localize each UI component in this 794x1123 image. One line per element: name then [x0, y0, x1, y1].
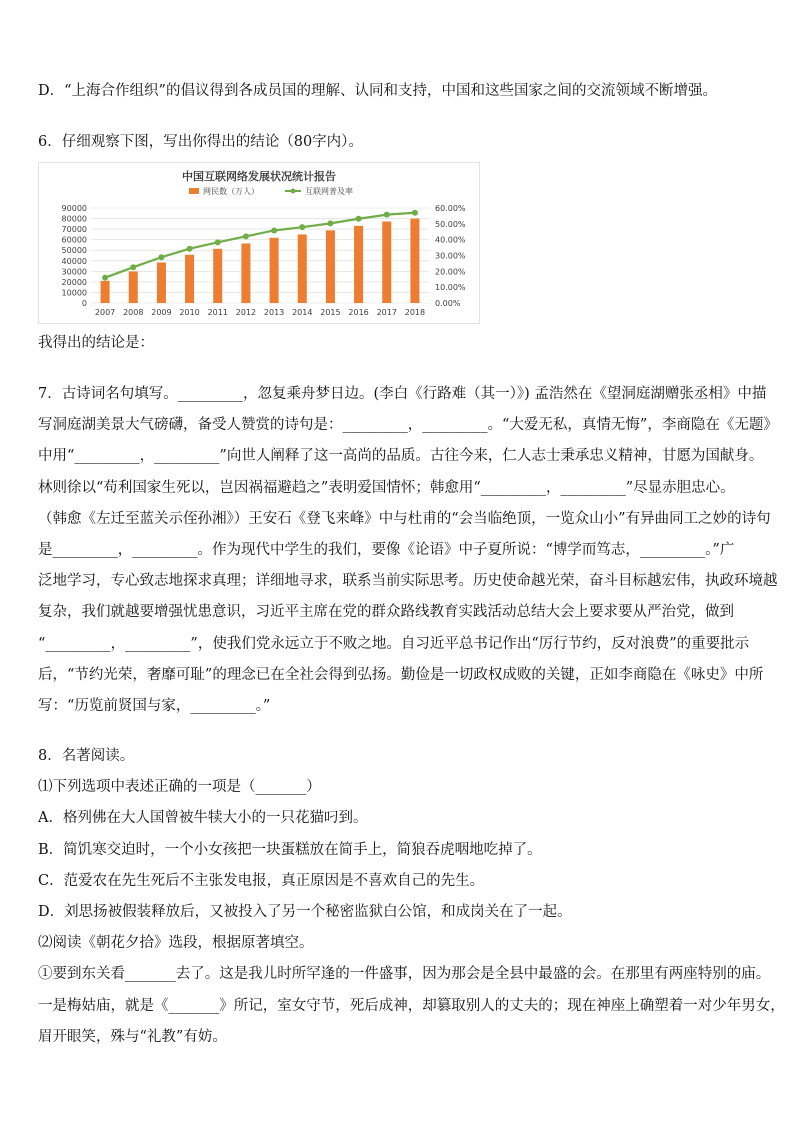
right-tick-label: 0.00% [435, 299, 461, 308]
rate-point [215, 239, 221, 245]
left-tick-label: 20000 [61, 277, 87, 287]
option-d-line: D．“上海合作组织”的倡议得到各成员国的理解、认同和支持，中国和这些国家之间的交流领域不断增强。 [38, 83, 717, 99]
left-tick-label: 70000 [61, 225, 87, 235]
bar [101, 281, 110, 303]
internet-chart [38, 162, 480, 324]
left-tick-label: 60000 [61, 235, 87, 245]
bar [354, 226, 363, 303]
right-tick-label: 10.00% [435, 283, 466, 293]
rate-point [271, 227, 277, 233]
q7-line-4: 林则徐以“苟利国家生死以，岂因祸福避趋之”表明爱国情怀；韩愈用“_________，_________”尽显赤胆忠心。 [38, 480, 735, 496]
q8-passage-2: 一是梅姑庙，就是《_______》所记，室女守节，死后成神，却篡取别人的丈夫的；现在神座上确塑着一对少年男女， [38, 998, 785, 1014]
rate-point [327, 220, 333, 226]
q8-heading: 8．名著阅读。 [38, 748, 135, 764]
bar [382, 222, 391, 303]
legend-line-label: 互联网普及率 [305, 187, 353, 196]
x-tick-label: 2010 [179, 308, 200, 317]
q7-line-1: 7．古诗词名句填写。_________，忽复乘舟梦日边。(李白《行路难（其一）》) 孟浩然在《望洞庭湖赠张丞相》中描 [38, 386, 767, 402]
x-tick-label: 2012 [235, 308, 257, 317]
q7-line-3: 中用“_________，_________”向世人阐释了这一高尚的品质。古往今来，仁人志士秉承忠义精神，甘愿为国献身。 [38, 448, 764, 464]
rate-point [158, 254, 164, 260]
chart-title: 中国互联网络发展状况统计报告 [182, 170, 336, 183]
rate-point [412, 210, 418, 216]
left-tick-label: 50000 [61, 246, 87, 256]
x-tick-label: 2016 [348, 308, 369, 317]
x-tick-label: 2008 [123, 308, 144, 317]
q8-passage-1: ①要到东关看_______去了。这是我儿时所罕逢的一件盛事，因为那会是全县中最盛的会。在那里有两座特别的庙。 [38, 966, 771, 982]
q7-line-9: “_________，_________”，使我们党永远立于不败之地。自习近平总书记作出“厉行节约，反对浪费”的重要批示 [38, 636, 750, 652]
right-tick-label: 40.00% [435, 235, 466, 245]
bar [185, 255, 194, 303]
x-tick-label: 2014 [292, 308, 313, 317]
q7-line-7: 泛地学习，专心致志地探求真理；详细地寻求，联系当前实际思考。历史使命越光荣，奋斗目标越宏伟，执政环境越 [38, 573, 778, 589]
x-tick-label: 2017 [376, 308, 397, 317]
x-tick-label: 2018 [404, 308, 426, 317]
bar [157, 262, 166, 303]
legend-line-marker [291, 189, 296, 194]
right-tick-label: 50.00% [435, 219, 466, 229]
x-tick-label: 2015 [320, 308, 341, 317]
q8-part2: ⑵阅读《朝花夕拾》选段，根据原著填空。 [38, 935, 314, 951]
bar [410, 219, 419, 303]
rate-point [384, 212, 390, 218]
rate-point [187, 246, 193, 252]
bar [326, 230, 335, 303]
rate-point [356, 216, 362, 222]
q7-line-8: 复杂，我们就越要增强忧患意识，习近平主席在党的群众路线教育实践活动总结大会上要求要从严治党，做到 [38, 604, 734, 620]
rate-line [105, 213, 415, 278]
question-6: 6．仔细观察下图，写出你得出的结论（80字内）。 [38, 134, 363, 150]
q8-part1: ⑴下列选项中表述正确的一项是（_______） [38, 779, 321, 795]
q8-option-b: B．简饥寒交迫时，一个小女孩把一块蛋糕放在简手上，简狼吞虎咽地吃掉了。 [38, 842, 542, 858]
left-tick-label: 90000 [61, 204, 87, 213]
q8-option-a: A．格列佛在大人国曾被牛犊大小的一只花猫叼到。 [38, 810, 368, 826]
conclusion-prompt: 我得出的结论是： [38, 335, 154, 351]
bar [213, 249, 222, 303]
rate-point [102, 275, 108, 281]
rate-point [243, 233, 249, 239]
q8-option-d: D．刘思扬被假装释放后，又被投入了另一个秘密监狱白公馆，和成岗关在了一起。 [38, 904, 572, 920]
q7-line-10: 后，“节约光荣，奢靡可耻”的理念已在全社会得到弘扬。勤俭是一切政权成败的关键，正如李商隐在《咏史》中所 [38, 667, 764, 683]
left-tick-label: 30000 [61, 267, 87, 277]
q7-line-11: 写：“历览前贤国与家，_________。” [38, 698, 271, 714]
left-tick-label: 10000 [61, 288, 87, 298]
bar [298, 234, 307, 303]
right-tick-label: 60.00% [435, 204, 466, 213]
q7-line-6: 是_________，_________。作为现代中学生的我们，要像《论语》中子夏所说：“博学而笃志，_________。”广 [38, 542, 735, 558]
rate-point [130, 264, 136, 270]
bar [270, 238, 279, 303]
right-tick-label: 30.00% [435, 251, 466, 261]
chart-svg [39, 163, 479, 323]
right-tick-label: 20.00% [435, 267, 466, 277]
left-tick-label: 80000 [61, 214, 87, 224]
legend-bar-swatch [189, 188, 199, 194]
x-tick-label: 2009 [151, 308, 172, 317]
bar [241, 243, 250, 303]
x-tick-label: 2011 [207, 308, 228, 317]
legend-bar-label: 网民数（万人） [203, 187, 259, 196]
x-tick-label: 2013 [263, 308, 285, 317]
chart-legend [189, 186, 353, 196]
q8-option-c: C．范爱农在先生死后不主张发电报，真正原因是不喜欢自己的先生。 [38, 873, 485, 889]
q7-line-2: 写洞庭湖美景大气磅礴，备受人赞赏的诗句是：_________，_________。“大爱无私，真情无悔”，李商隐在《无题》 [38, 417, 778, 433]
q8-passage-3: 眉开眼笑，殊与“礼教”有妨。 [38, 1029, 227, 1045]
rate-point [299, 224, 305, 230]
left-tick-label: 40000 [61, 256, 87, 266]
x-tick-label: 2007 [94, 308, 116, 317]
bar [129, 272, 138, 303]
q7-line-5: （韩愈《左迁至蓝关示侄孙湘》）王安石《登飞来峰》中与杜甫的“会当临绝顶，一览众山小”有异曲同工之妙的诗句 [38, 511, 771, 527]
left-tick-label: 0 [81, 299, 87, 308]
